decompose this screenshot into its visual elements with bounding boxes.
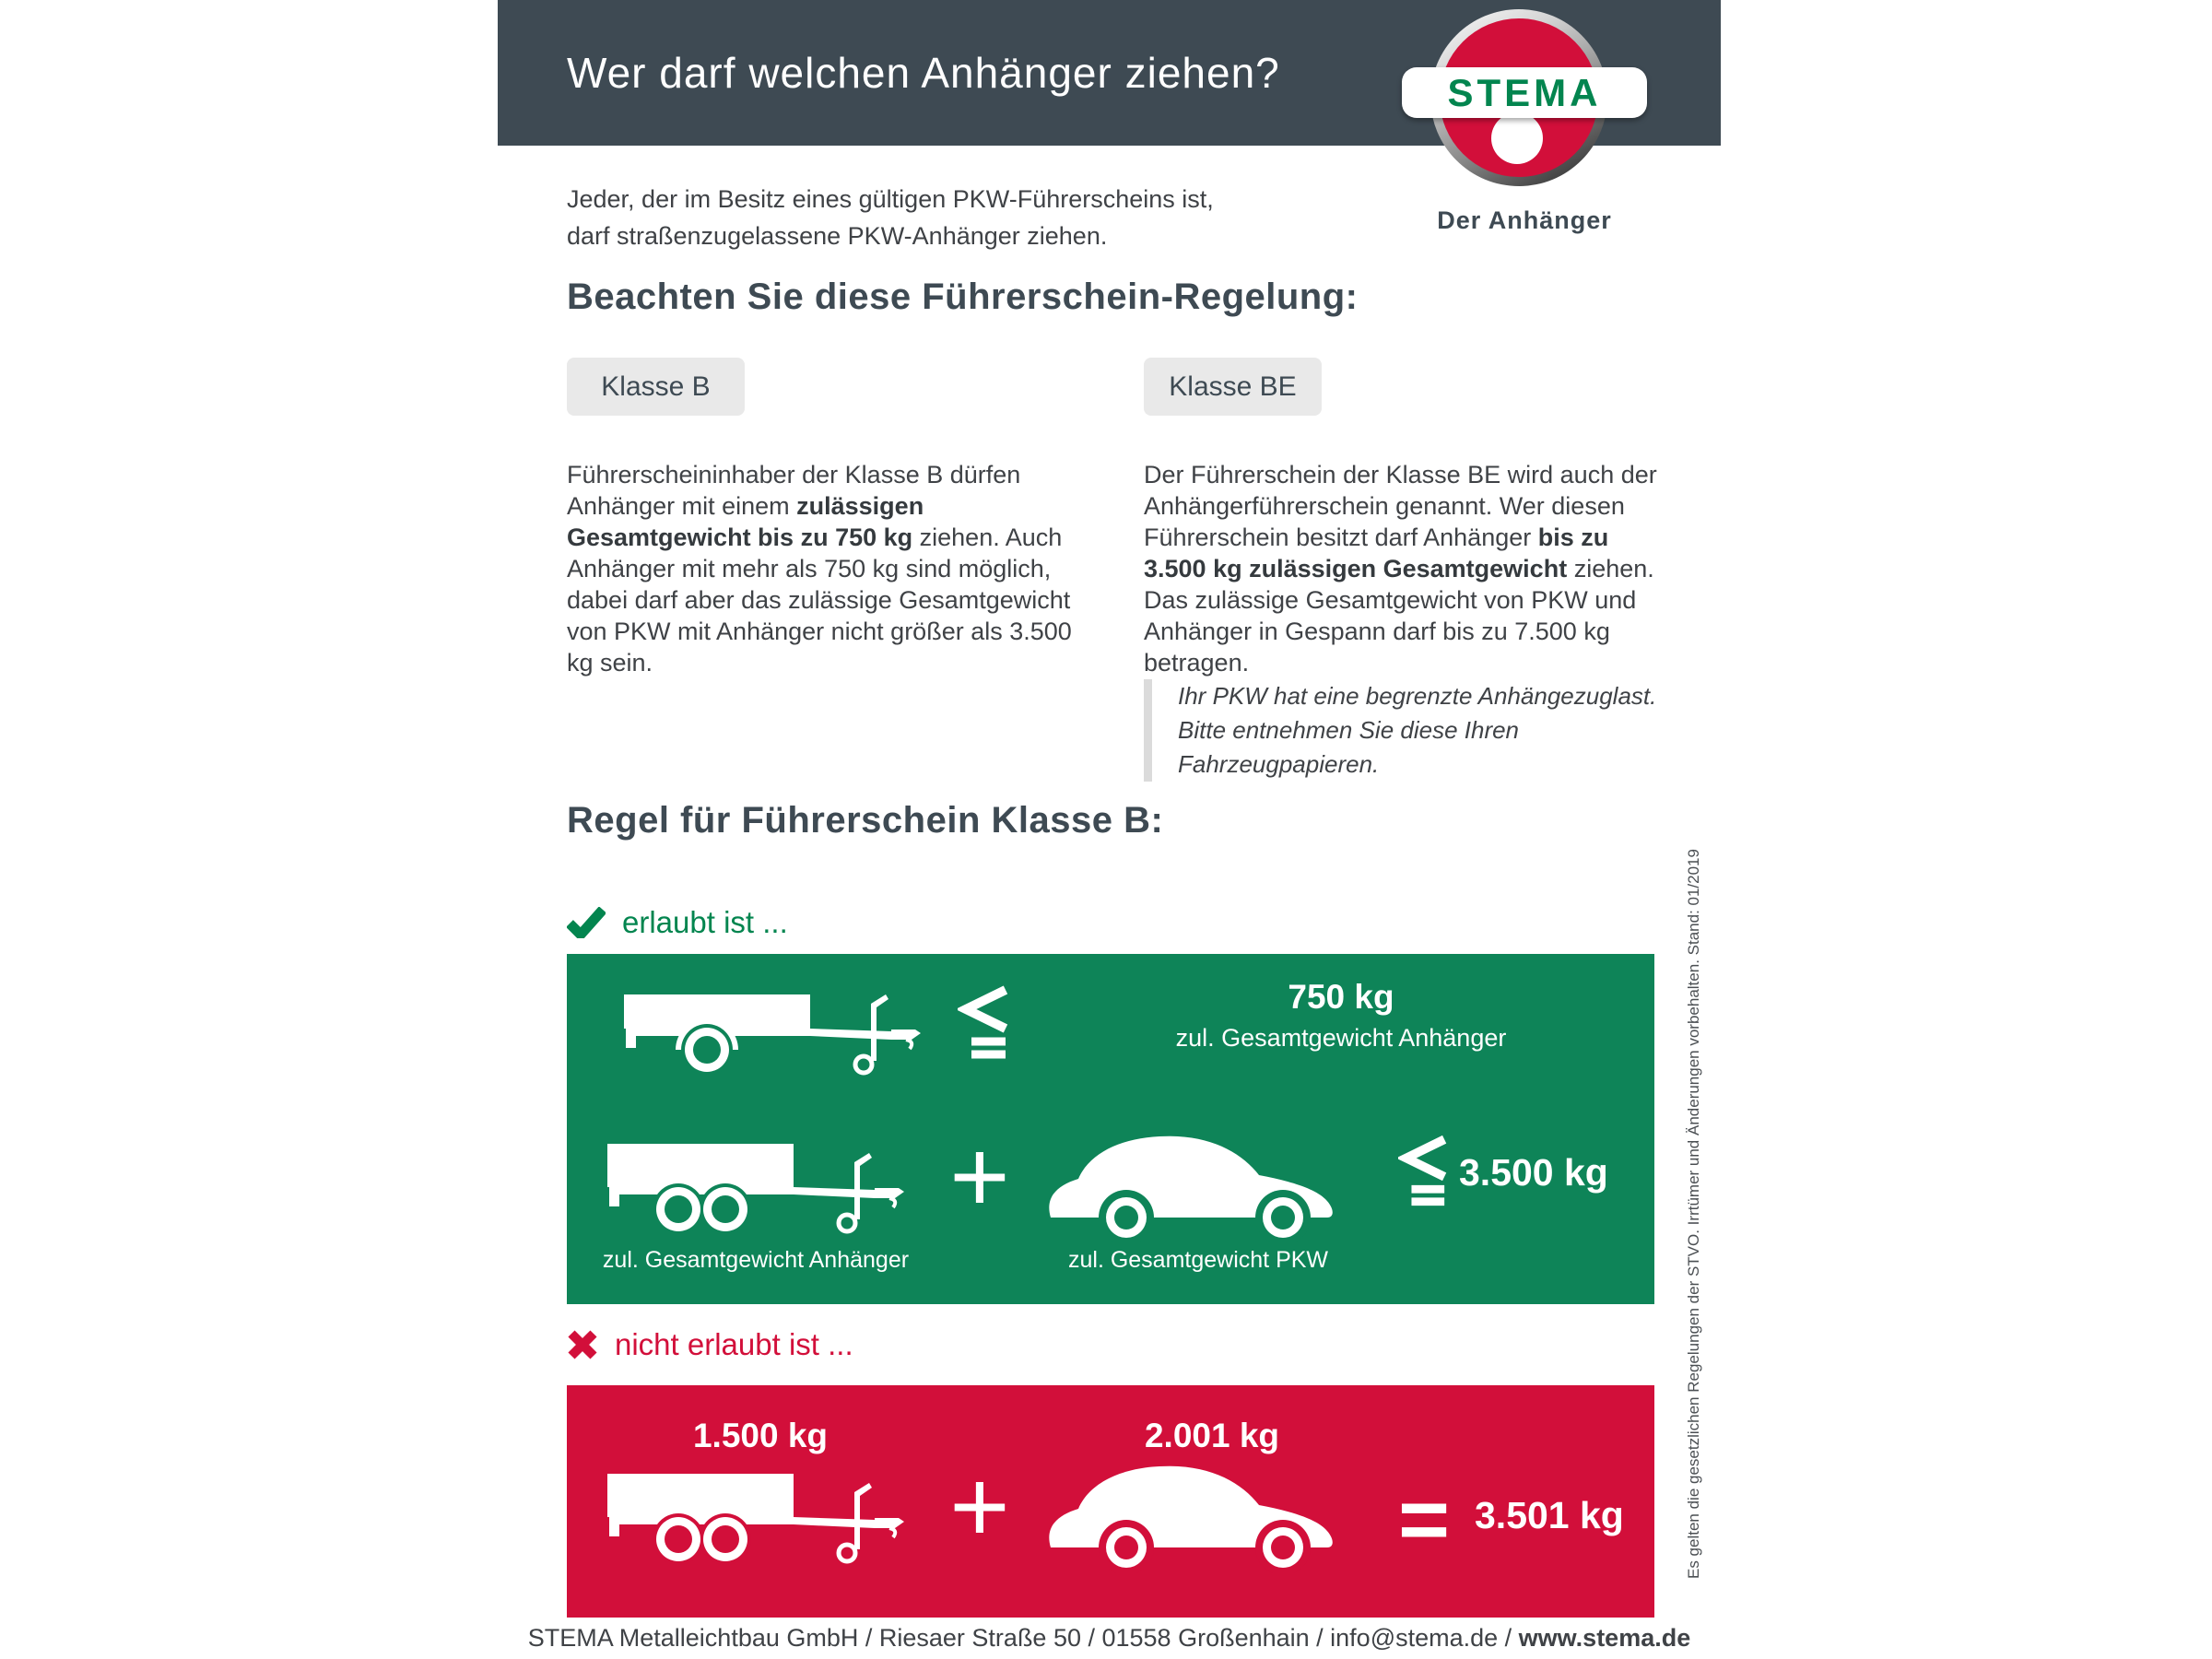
vehicle-papers-note <box>1144 679 1697 782</box>
class-be-text-start: Der Führerschein der Klasse BE wird auch der Anhängerführerschein genannt. Wer diesen Führerschein besitzt darf Anhänger <box>1144 461 1657 551</box>
car-weight-value: 2.001 kg <box>1144 1417 1280 1454</box>
class-be-paragraph <box>1144 459 1667 678</box>
website-link[interactable]: www.stema.de <box>1518 1624 1691 1652</box>
logo-notch <box>1491 112 1543 164</box>
allowed-label: erlaubt ist ... <box>622 905 788 939</box>
class-b-text-end: ziehen. Auch Anhänger mit mehr als 750 kg sind möglich, dabei darf aber das zulässige Gesamtgewicht von PKW mit Anhänger nicht größer als 3.500 kg sein. <box>567 524 1072 677</box>
class-b-text-bold: zulässigen Gesamtgewicht bis zu 750 kg <box>567 492 924 551</box>
section-heading-regulation: Beachten Sie diese Führerschein-Regelung: <box>567 276 1359 317</box>
check-icon <box>567 907 606 938</box>
class-be-chip <box>1144 358 1322 416</box>
less-equal-icon <box>958 985 1009 1059</box>
class-b-paragraph <box>567 459 1081 678</box>
trailer-weight-value: 1.500 kg <box>692 1417 829 1454</box>
intro-line-1: Jeder, der im Besitz eines gültigen PKW-Führerscheins ist, <box>567 185 1214 213</box>
class-b-label: Klasse B <box>601 371 711 402</box>
allowed-row2-car-caption: zul. Gesamtgewicht PKW <box>1067 1247 1329 1273</box>
footer-address: STEMA Metalleichtbau GmbH / Riesaer Straße 50 / 01558 Großenhain / info@stema.de / <box>527 1624 1519 1652</box>
class-b-text-start: Führerscheininhaber der Klasse B dürfen Anhänger mit einem <box>567 461 1021 520</box>
allowed-trailer-caption: zul. Gesamtgewicht Anhänger <box>1175 1024 1507 1052</box>
tandem-axle-trailer-icon <box>607 1136 904 1241</box>
total-weight-value: 3.501 kg <box>1475 1494 1624 1536</box>
allowed-total-value: 3.500 kg <box>1459 1151 1608 1194</box>
not-allowed-label-row <box>567 1327 853 1362</box>
note-line-2: Bitte entnehmen Sie diese Ihren Fahrzeugpapieren. <box>1178 716 1520 778</box>
brand-text: STEMA <box>1447 70 1602 114</box>
car-icon <box>1041 1122 1355 1243</box>
allowed-label-row <box>567 905 788 940</box>
class-b-chip <box>567 358 745 416</box>
less-equal-icon <box>1398 1135 1448 1206</box>
section-heading-rules: Regel für Führerschein Klasse B: <box>567 800 1164 841</box>
tandem-axle-trailer-icon <box>607 1466 904 1571</box>
intro-text <box>567 181 1214 254</box>
footer-text <box>498 1624 1721 1653</box>
note-line-1: Ihr PKW hat eine begrenzte Anhängezuglast. <box>1178 682 1657 710</box>
intro-line-2: darf straßenzugelassene PKW-Anhänger ziehen. <box>567 222 1108 250</box>
class-be-text-end: ziehen. Das zulässige Gesamtgewicht von PKW und Anhänger in Gespann darf bis zu 7.500 kg betragen. <box>1144 555 1654 677</box>
logo-tagline: Der Anhänger <box>1437 206 1612 234</box>
allowed-trailer-value: 750 kg <box>1288 978 1394 1016</box>
allowed-panel <box>567 954 1654 1304</box>
not-allowed-label: nicht erlaubt ist ... <box>615 1327 853 1361</box>
car-icon <box>1041 1452 1355 1573</box>
not-allowed-panel <box>567 1385 1654 1618</box>
plus-sign: + <box>949 1119 1010 1234</box>
equals-sign: = <box>1397 1470 1451 1569</box>
legal-sidebar-note: Es gelten die gesetzlichen Regelungen der STVO. Irrtümer und Änderungen vorbehalten. Stand: 01/2019 <box>1685 849 1702 1579</box>
allowed-trailer-weight <box>1083 978 1599 1053</box>
class-be-text-bold: bis zu 3.500 kg zulässigen Gesamtgewicht <box>1144 524 1609 582</box>
plus-sign: + <box>949 1449 1010 1564</box>
single-axle-trailer-icon <box>624 978 921 1081</box>
page-title: Wer darf welchen Anhänger ziehen? <box>567 49 1280 97</box>
allowed-row2-trailer-caption: zul. Gesamtgewicht Anhänger <box>602 1247 910 1273</box>
cross-icon <box>567 1329 598 1360</box>
logo-band <box>1402 67 1647 118</box>
class-be-label: Klasse BE <box>1169 371 1297 402</box>
